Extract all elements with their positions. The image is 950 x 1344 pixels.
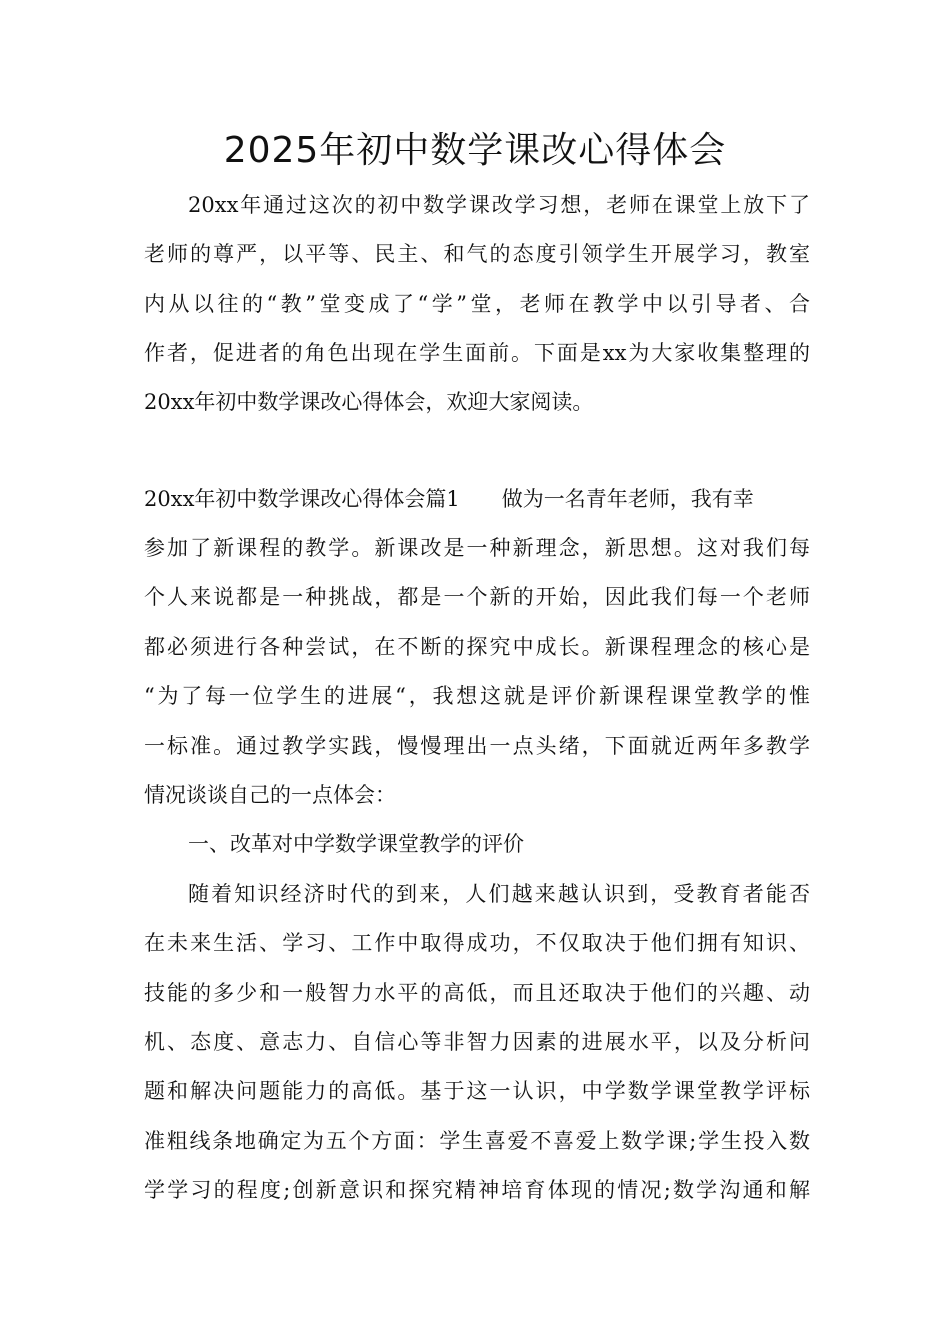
body-line: 情况谈谈自己的一点体会： — [144, 783, 396, 807]
body-line: 个人来说都是一种挑战，都是一个新的开始，因此我们每一个老师 — [144, 585, 810, 609]
body-line: 一标准。通过教学实践，慢慢理出一点头绪，下面就近两年多教学 — [144, 734, 810, 758]
body-line: 学学习的程度;创新意识和探究精神培育体现的情况;数学沟通和解 — [144, 1178, 810, 1202]
body-line: 参加了新课程的教学。新课改是一种新理念，新思想。这对我们每 — [144, 536, 810, 560]
body-line: 20xx年初中数学课改心得体会，欢迎大家阅读。 — [144, 390, 594, 414]
section-lead-text: 做为一名青年老师，我有幸 — [501, 487, 754, 511]
body-line: “为了每一位学生的进展“，我想这就是评价新课程课堂教学的惟 — [144, 684, 810, 708]
body-line: 题和解决问题能力的高低。基于这一认识，中学数学课堂教学评标 — [144, 1079, 810, 1103]
body-line: 内从以往的“教”堂变成了“学”堂，老师在教学中以引导者、合 — [144, 292, 810, 316]
body-line: 老师的尊严，以平等、民主、和气的态度引领学生开展学习，教室 — [144, 242, 810, 266]
section-heading: 20xx年初中数学课改心得体会篇1 — [144, 487, 460, 511]
body-line: 准粗线条地确定为五个方面：学生喜爱不喜爱上数学课;学生投入数 — [144, 1129, 810, 1153]
body-line: 机、态度、意志力、自信心等非智力因素的进展水平，以及分析问 — [144, 1030, 810, 1054]
document-title: 2025年初中数学课改心得体会 — [223, 130, 727, 171]
body-line: 作者，促进者的角色出现在学生面前。下面是xx为大家收集整理的 — [144, 341, 810, 365]
body-line: 都必须进行各种尝试，在不断的探究中成长。新课程理念的核心是 — [144, 635, 810, 659]
body-line: 技能的多少和一般智力水平的高低，而且还取决于他们的兴趣、动 — [144, 981, 810, 1005]
body-line: 随着知识经济时代的到来，人们越来越认识到，受教育者能否 — [188, 882, 810, 906]
body-line: 20xx年通过这次的初中数学课改学习想，老师在课堂上放下了 — [188, 193, 810, 217]
section-line — [144, 474, 810, 524]
body-line: 在未来生活、学习、工作中取得成功，不仅取决于他们拥有知识、 — [144, 931, 810, 955]
subheading: 一、改革对中学数学课堂教学的评价 — [188, 832, 524, 856]
